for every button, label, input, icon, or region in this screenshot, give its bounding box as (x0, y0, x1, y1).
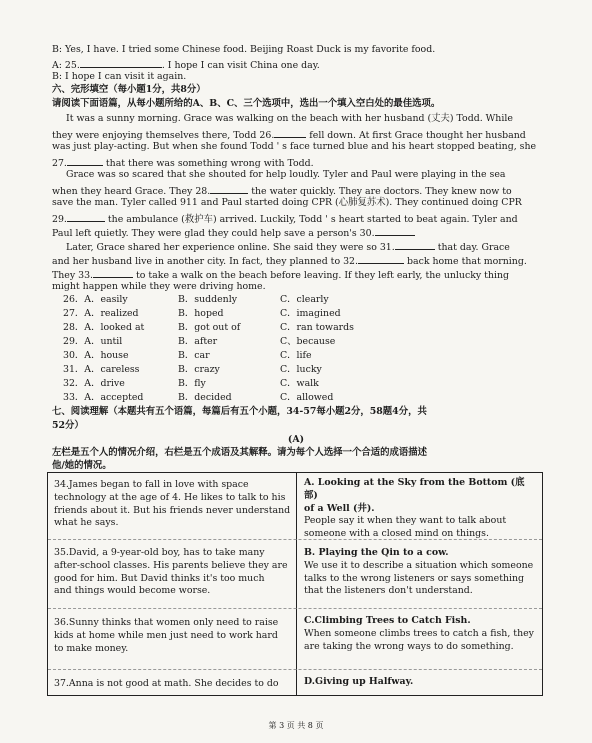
passage-text: the water quickly. They are doctors. They knew now to (251, 186, 512, 197)
option-27-b: B．hoped (178, 308, 224, 319)
passage-text: that there was something wrong with Todd. (105, 158, 314, 169)
passage-text: the ambulance (救护车) arrived. Luckily, Todd ' s heart started to beat again. Tyler and (107, 214, 518, 225)
person-34 (54, 479, 294, 530)
blank-30 (375, 225, 415, 236)
idiom-b-explanation: We use it to describe a situation which someone (304, 559, 534, 571)
passage-text: and her husband live in another city. In fact, they planned to 32. (52, 256, 358, 267)
idiom-b-explanation: that the listeners don't understand. (304, 585, 473, 597)
blank-31 (395, 239, 435, 250)
section7-instruction-line2: 他/她的情况。 (52, 460, 112, 471)
idiom-b (304, 547, 536, 598)
passage-text: 29. (52, 214, 67, 225)
person-35-line: good for him. But David thinks it's too much (54, 572, 265, 584)
section7-instruction-line1: 左栏是五个人的情况介绍，右栏是五个成语及其解释。请为每个人选择一个合适的成语描述 (52, 447, 428, 458)
passage-text: fell down. At first Grace thought her husband (309, 130, 526, 141)
passage-text: they were enjoying themselves there, Todd 26. (52, 130, 275, 141)
passage-p3-line4: might happen while they were driving home. (52, 281, 266, 292)
row-separator (48, 669, 542, 670)
passage-text: They 33. (52, 270, 94, 281)
dialog-line-b2: B: I hope I can visit it again. (52, 71, 187, 82)
idiom-c-explanation: When someone climbs trees to catch a fish, they (304, 627, 534, 639)
person-36 (54, 617, 294, 655)
option-29-c: C、because (280, 336, 336, 347)
option-29-b: B．after (178, 336, 218, 347)
passage-text: back home that morning. (406, 256, 527, 267)
option-29-a: 29．A．until (63, 336, 123, 347)
idiom-c-explanation: are taking the wrong ways to do something. (304, 640, 514, 652)
option-32-a: 32．A．drive (63, 378, 125, 389)
person-34-line: technology at the age of 4. He likes to talk to his (54, 491, 286, 503)
option-27-c: C．imagined (280, 308, 341, 319)
idiom-a-explanation: People say it when they want to talk about (304, 515, 507, 527)
option-26-b: B．suddenly (178, 294, 237, 305)
option-28-a: 28．A．looked at (63, 322, 145, 333)
section7-title-line1: 七、阅读理解（本题共有五个语篇，每篇后有五个小题，34-57每小题2分，58题4分，共 (52, 406, 427, 417)
passage-text: when they heard Grace. They 28. (52, 186, 211, 197)
person-36-line: 36.Sunny thinks that women only need to raise (54, 617, 279, 628)
idiom-a (304, 477, 536, 541)
passage-p2-line1: Grace was so scared that she shouted for help loudly. Tyler and Paul were playing in the sea (66, 169, 506, 180)
person-34-line: friends about it. But his friends never understand (54, 504, 291, 516)
idiom-a-title: A. Looking at the Sky from the Bottom (底部) (304, 477, 525, 501)
idiom-b-explanation: talks to the wrong listeners or says something (304, 572, 525, 584)
option-27-a: 27．A．realized (63, 308, 139, 319)
blank-26 (274, 127, 306, 138)
person-34-line: 34.James began to fall in love with space (54, 479, 249, 490)
person-36-line: kids at home while men just need to work hard (54, 629, 278, 641)
option-33-b: B．decided (178, 392, 232, 403)
option-26-c: C．clearly (280, 294, 329, 305)
option-33-c: C．allowed (280, 392, 334, 403)
passage-text: that day. Grace (437, 242, 510, 253)
idiom-d-title: D.Giving up Halfway. (304, 676, 414, 687)
blank-27 (67, 155, 103, 166)
option-26-a: 26．A．easily (63, 294, 128, 305)
idiom-a-explanation: someone with a closed mind on things. (304, 528, 489, 540)
option-31-a: 31．A．careless (63, 364, 140, 375)
person-35 (54, 547, 294, 598)
idiom-c-title: C.Climbing Trees to Catch Fish. (304, 615, 471, 626)
person-35-line: and things would become worse. (54, 585, 211, 597)
person-35-line: 35.David, a 9-year-old boy, has to take many (54, 547, 265, 558)
person-34-line: what he says. (54, 517, 119, 529)
person-36-line: to make money. (54, 642, 129, 654)
option-32-c: C．walk (280, 378, 319, 389)
option-33-a: 33．A．accepted (63, 392, 144, 403)
blank-25 (80, 57, 162, 68)
dialog-line-b1: B: Yes, I have. I tried some Chinese food. Beijing Roast Duck is my favorite food. (52, 44, 436, 55)
passage-text: Paul left quietly. They were glad they could help save a person's 30. (52, 228, 375, 239)
option-30-a: 30．A．house (63, 350, 129, 361)
option-31-c: C．lucky (280, 364, 322, 375)
person-37 (54, 678, 294, 691)
blank-33 (93, 267, 133, 278)
option-28-b: B．got out of (178, 322, 241, 333)
option-31-b: B．crazy (178, 364, 220, 375)
section7-part-label: (A) (287, 434, 305, 445)
section6-instruction: 请阅读下面语篇，从每小题所给的A、B、C、三个选项中，选出一个填入空白处的最佳选项。 (52, 98, 441, 109)
idiom-b-title: B. Playing the Qin to a cow. (304, 547, 449, 558)
person-37-line: 37.Anna is not good at math. She decides to do (54, 678, 279, 689)
blank-32 (358, 253, 404, 264)
option-30-c: C．life (280, 350, 312, 361)
idiom-d (304, 676, 536, 689)
option-28-c: C．ran towards (280, 322, 354, 333)
passage-text: Later, Grace shared her experience online. She said they were so 31. (66, 242, 395, 253)
row-separator (48, 608, 542, 609)
passage-p2-line3: save the man. Tyler called 911 and Paul started doing CPR (心肺复苏术). They continued doing CPR (52, 197, 522, 208)
idiom-a-title: of a Well (井). (304, 502, 375, 514)
passage-text: 27. (52, 158, 67, 169)
idiom-c (304, 615, 536, 653)
dialog-a25-label: A: 25. (52, 60, 80, 71)
option-32-b: B．fly (178, 378, 206, 389)
matching-table (47, 472, 543, 696)
passage-text: to take a walk on the beach before leaving. If they left early, the unlucky thing (136, 270, 509, 281)
option-30-b: B．car (178, 350, 210, 361)
passage-p1-line1: It was a sunny morning. Grace was walking on the beach with her husband (丈夫) Todd. While (66, 113, 513, 124)
dialog-a25-rest: . I hope I can visit China one day. (161, 60, 320, 71)
section6-title: 六、完形填空（每小题1分，共8分） (52, 84, 206, 95)
person-35-line: after-school classes. His parents believe they are (54, 559, 288, 571)
section7-title-line2: 52分） (52, 420, 84, 431)
table-divider (296, 473, 297, 695)
passage-p1-line3: was just play-acting. But when she found Todd ' s face turned blue and his heart stopped beating, she (52, 141, 537, 152)
page-footer: 第 3 页 共 8 页 (268, 721, 324, 730)
blank-28 (210, 183, 248, 194)
blank-29 (67, 211, 105, 222)
